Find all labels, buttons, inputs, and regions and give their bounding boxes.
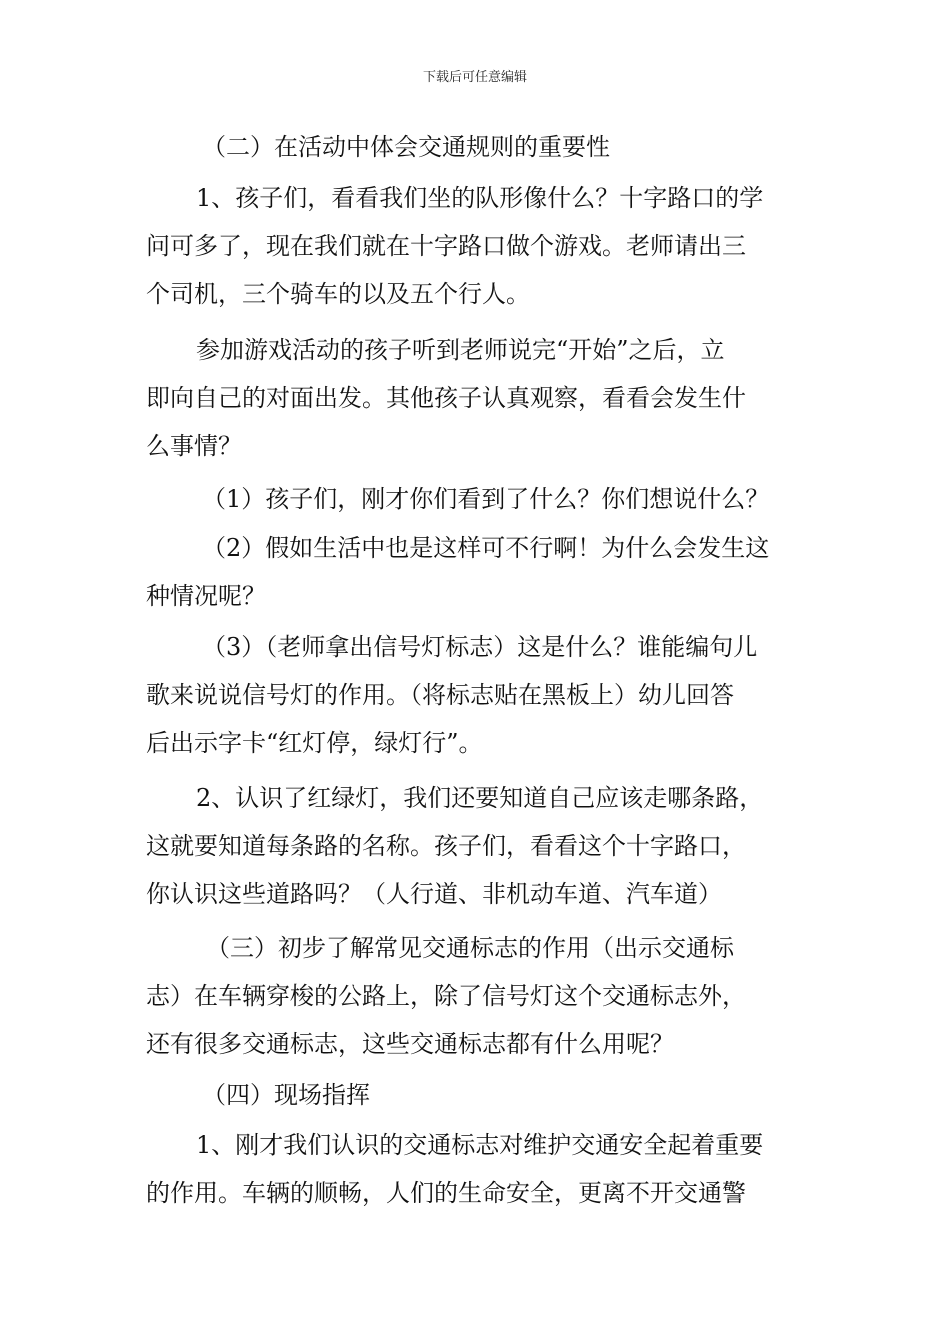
paragraph-1 [146,174,810,318]
section-2-heading [146,123,810,171]
text-line: （2）假如生活中也是这样可不行啊！为什么会发生这 [202,534,770,562]
text-line: 2、认识了红绿灯，我们还要知道自己应该走哪条路， [196,784,764,812]
paragraph-3 [146,475,810,523]
paragraph-5 [146,623,810,767]
text-line: 这就要知道每条路的名称。孩子们，看看这个十字路口， [146,832,746,860]
text-line: 的作用。车辆的顺畅，人们的生命安全，更离不开交通警 [146,1179,746,1207]
text-line: 问可多了，现在我们就在十字路口做个游戏。老师请出三 [146,232,746,260]
section-4-heading [146,1071,810,1119]
text-line: 即向自己的对面出发。其他孩子认真观察，看看会发生什 [146,384,746,412]
text-line: 歌来说说信号灯的作用。（将标志贴在黑板上）幼儿回答 [146,681,734,709]
text-line: （三）初步了解常见交通标志的作用（出示交通标 [206,934,734,962]
paragraph-4 [146,524,810,620]
text-line: 还有很多交通标志，这些交通标志都有什么用呢？ [146,1030,674,1058]
text-line: （二）在活动中体会交通规则的重要性 [202,133,610,161]
text-line: 参加游戏活动的孩子听到老师说完“开始”之后，立 [196,336,725,364]
text-line: 你认识这些道路吗？（人行道、非机动车道、汽车道） [146,880,722,908]
text-line: 志）在车辆穿梭的公路上，除了信号灯这个交通标志外， [146,982,746,1010]
text-line: 么事情？ [146,432,242,460]
paragraph-7 [146,1121,810,1217]
text-line: 个司机，三个骑车的以及五个行人。 [146,280,530,308]
text-line: （1）孩子们，刚才你们看到了什么？你们想说什么？ [202,485,770,513]
text-line: 后出示字卡“红灯停，绿灯行”。 [146,729,483,757]
paragraph-6 [146,774,810,918]
text-line: 1、刚才我们认识的交通标志对维护交通安全起着重要 [196,1131,764,1159]
page-header: 下载后可任意编辑 [422,70,527,85]
text-line: 种情况呢？ [146,582,266,610]
paragraph-2 [146,326,810,470]
text-line: 1、孩子们，看看我们坐的队形像什么？十字路口的学 [196,184,764,212]
text-line: （3）（老师拿出信号灯标志）这是什么？谁能编句儿 [202,633,758,661]
text-line: （四）现场指挥 [202,1081,370,1109]
section-3-paragraph [146,924,810,1068]
